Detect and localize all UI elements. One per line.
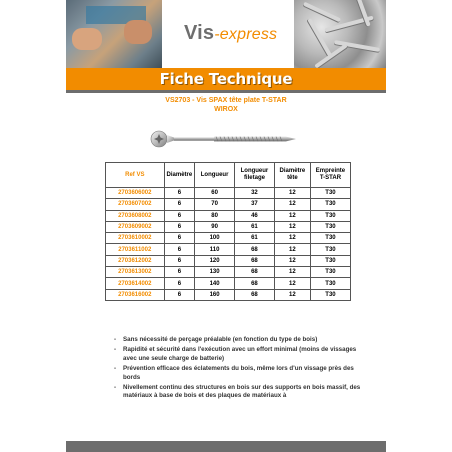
table-row: 2703607002 6 70 37 12 T30 — [106, 199, 351, 210]
spec-table-body — [106, 188, 351, 301]
list-item: - Rapidité et sécurité dans l'exécution avec un effort minimal (moins de vissages avec une seule charge de batterie) — [112, 346, 362, 363]
features-list — [112, 336, 362, 403]
table-row: 2703614002 6 140 68 12 T30 — [106, 278, 351, 289]
table-row: 2703610002 6 100 61 12 T30 — [106, 233, 351, 244]
table-row: 2703609002 6 90 61 12 T30 — [106, 221, 351, 232]
tools-photo — [66, 0, 162, 68]
product-title: VS2703 - Vis SPAX tête plate T-STAR WIROX — [165, 97, 287, 113]
spec-table — [105, 162, 351, 301]
table-row: 2703612002 6 120 68 12 T30 — [106, 255, 351, 266]
list-item: - Nivellement continu des structures en bois sur des supports en bois massif, des matériaux à base de bois et des plaques de matériaux à — [112, 384, 362, 401]
list-item: - Sans nécessité de perçage préalable (en fonction du type de bois) — [112, 336, 362, 345]
brand-logo: Vis-express — [184, 22, 278, 44]
col-diametre: Diamètre — [164, 163, 195, 188]
col-ref-vs: Ref VS — [106, 163, 165, 188]
table-row: 2703616002 6 160 68 12 T30 — [106, 289, 351, 300]
section-title: Fiche Technique — [159, 70, 293, 88]
table-header-row — [106, 163, 351, 188]
screws-photo — [294, 0, 386, 68]
screw-image — [150, 128, 300, 150]
col-longueur-filetage: Longueur filetage — [235, 163, 275, 188]
col-empreinte: Empreinte T-STAR — [310, 163, 350, 188]
table-row: 2703606002 6 60 32 12 T30 — [106, 188, 351, 199]
col-diametre-tete: Diamètre tête — [274, 163, 310, 188]
col-longueur: Longueur — [195, 163, 235, 188]
section-title-bar — [66, 68, 386, 90]
divider — [66, 90, 386, 93]
footer-bar — [66, 441, 386, 452]
table-row: 2703611002 6 110 68 12 T30 — [106, 244, 351, 255]
list-item: - Prévention efficace des éclatements du bois, même lors d'un vissage près des bords — [112, 365, 362, 382]
table-row: 2703613002 6 130 68 12 T30 — [106, 267, 351, 278]
table-row: 2703608002 6 80 46 12 T30 — [106, 210, 351, 221]
